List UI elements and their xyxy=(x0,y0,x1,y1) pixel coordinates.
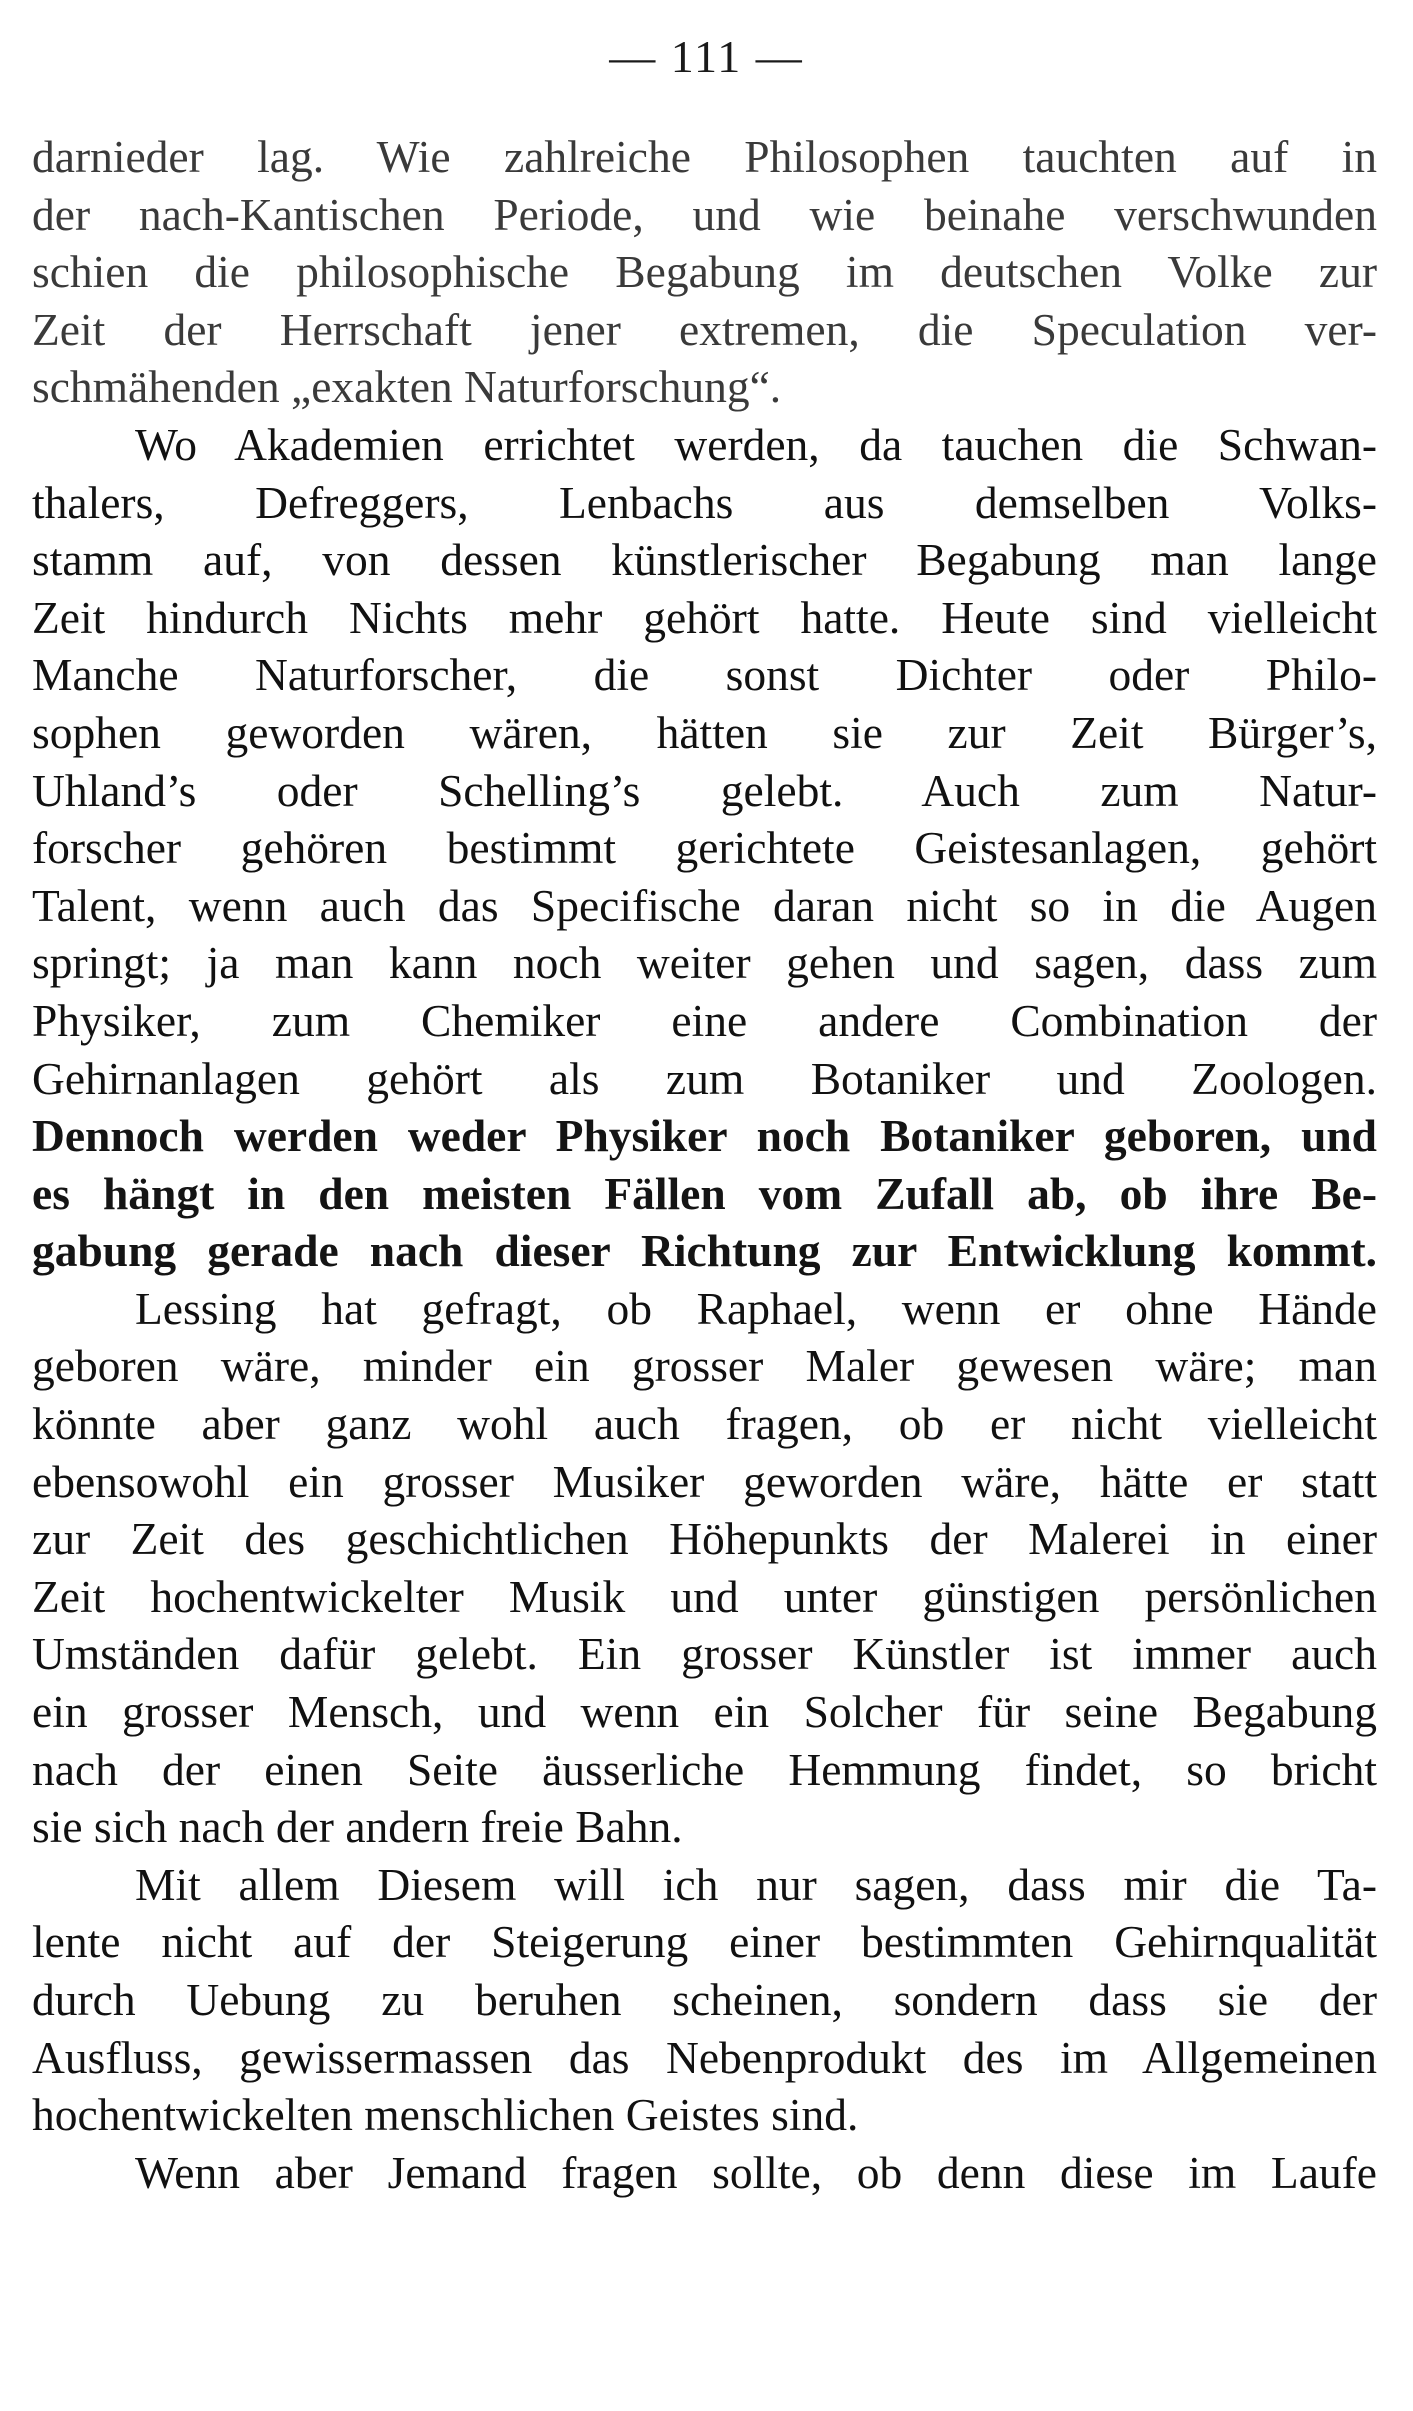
text-line: Zeit der Herrschaft jener extremen, die Speculation ver- xyxy=(32,303,1377,355)
text-line: Ausfluss, gewissermassen das Nebenprodukt des im Allgemeinen xyxy=(32,2031,1377,2083)
text-line: zur Zeit des geschichtlichen Höhepunkts der Malerei in einer xyxy=(32,1513,1377,1565)
text-line: Manche Naturforscher, die sonst Dichter oder Philo- xyxy=(32,649,1377,701)
page-number: — 111 — xyxy=(609,31,804,82)
text-line: Umständen dafür gelebt. Ein grosser Künstler ist immer auch xyxy=(32,1628,1377,1680)
text-line: schien die philosophische Begabung im deutschen Volke zur xyxy=(32,246,1377,298)
text-line: ein grosser Mensch, und wenn ein Solcher für seine Begabung xyxy=(32,1686,1377,1738)
text-line: sie sich nach der andern freie Bahn. xyxy=(32,1801,683,1853)
body-text xyxy=(32,128,1377,2201)
text-line: es hängt in den meisten Fällen vom Zufall ab, ob ihre Be- xyxy=(32,1167,1377,1219)
text-line: geboren wäre, minder ein grosser Maler gewesen wäre; man xyxy=(32,1340,1377,1392)
text-line: schmähenden „exakten Naturforschung“. xyxy=(32,361,782,413)
text-line: stamm auf, von dessen künstlerischer Begabung man lange xyxy=(32,534,1377,586)
text-line: Physiker, zum Chemiker eine andere Combination der xyxy=(32,994,1377,1046)
text-line: nach der einen Seite äusserliche Hemmung findet, so bricht xyxy=(32,1743,1377,1795)
text-line: ebensowohl ein grosser Musiker geworden wäre, hätte er statt xyxy=(32,1455,1377,1507)
text-line: Zeit hochentwickelter Musik und unter günstigen persönlichen xyxy=(32,1570,1377,1622)
text-line: hochentwickelten menschlichen Geistes sind. xyxy=(32,2089,859,2141)
text-line: der nach-Kantischen Periode, und wie beinahe verschwunden xyxy=(32,188,1377,240)
text-line: könnte aber ganz wohl auch fragen, ob er nicht vielleicht xyxy=(32,1398,1377,1450)
text-line: springt; ja man kann noch weiter gehen und sagen, dass zum xyxy=(32,937,1377,989)
text-line: Gehirnanlagen gehört als zum Botaniker und Zoologen. xyxy=(32,1052,1377,1104)
text-line: sophen geworden wären, hätten sie zur Zeit Bürger’s, xyxy=(32,706,1377,758)
text-line: Mit allem Diesem will ich nur sagen, dass mir die Ta- xyxy=(135,1858,1377,1910)
text-line: Talent, wenn auch das Specifische daran nicht so in die Augen xyxy=(32,879,1377,931)
text-line: forscher gehören bestimmt gerichtete Geistesanlagen, gehört xyxy=(32,822,1377,874)
text-line: thalers, Defreggers, Lenbachs aus demselben Volks- xyxy=(32,476,1377,528)
text-line: Lessing hat gefragt, ob Raphael, wenn er ohne Hände xyxy=(135,1282,1377,1334)
text-line: Dennoch werden weder Physiker noch Botaniker geboren, und xyxy=(32,1110,1377,1162)
text-line: gabung gerade nach dieser Richtung zur Entwicklung kommt. xyxy=(32,1225,1377,1277)
text-line: lente nicht auf der Steigerung einer bestimmten Gehirnqualität xyxy=(32,1916,1377,1968)
text-line: Wenn aber Jemand fragen sollte, ob denn diese im Laufe xyxy=(135,2146,1377,2198)
text-line: durch Uebung zu beruhen scheinen, sondern dass sie der xyxy=(32,1974,1377,2025)
text-line: Wo Akademien errichtet werden, da tauchen die Schwan- xyxy=(135,418,1377,470)
text-line: Zeit hindurch Nichts mehr gehört hatte. Heute sind vielleicht xyxy=(32,591,1377,643)
text-line: darnieder lag. Wie zahlreiche Philosophen tauchten auf in xyxy=(32,131,1377,182)
text-line: Uhland’s oder Schelling’s gelebt. Auch zum Natur- xyxy=(32,764,1377,816)
